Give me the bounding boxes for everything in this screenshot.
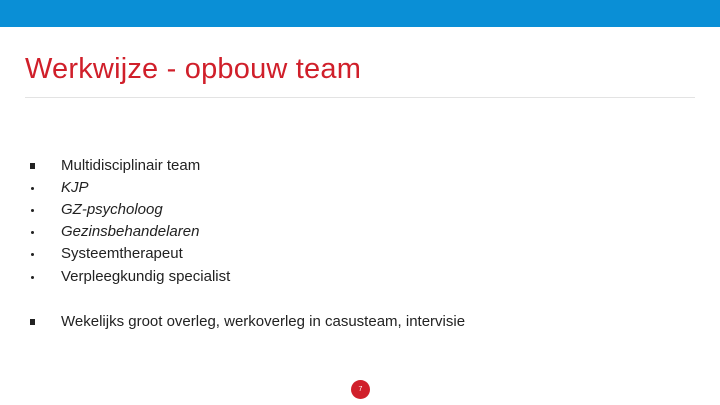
- meetings-text: Wekelijks groot overleg, werkoverleg in casusteam, intervisie: [61, 313, 466, 330]
- list-item-text: Systeemtherapeut: [61, 245, 183, 262]
- list-item: [0, 266, 720, 288]
- title-divider: [25, 97, 695, 98]
- list-item-text: Gezinsbehandelaren: [61, 223, 200, 240]
- list-item: [0, 221, 720, 243]
- list-item: [0, 243, 720, 265]
- list-item: [0, 311, 720, 333]
- list-item: [0, 199, 720, 221]
- header-band: [0, 0, 720, 27]
- list-item: [0, 177, 720, 199]
- list-item-text: Multidisciplinair team: [61, 157, 201, 174]
- list-item: [0, 155, 720, 177]
- list-item-text: GZ-psycholoog: [61, 201, 163, 218]
- list-item-text: Verpleegkundig specialist: [61, 268, 231, 285]
- slide-title: Werkwijze - opbouw team: [25, 53, 362, 85]
- list-item-text: KJP: [61, 179, 89, 196]
- page-number-badge: 7: [351, 380, 370, 399]
